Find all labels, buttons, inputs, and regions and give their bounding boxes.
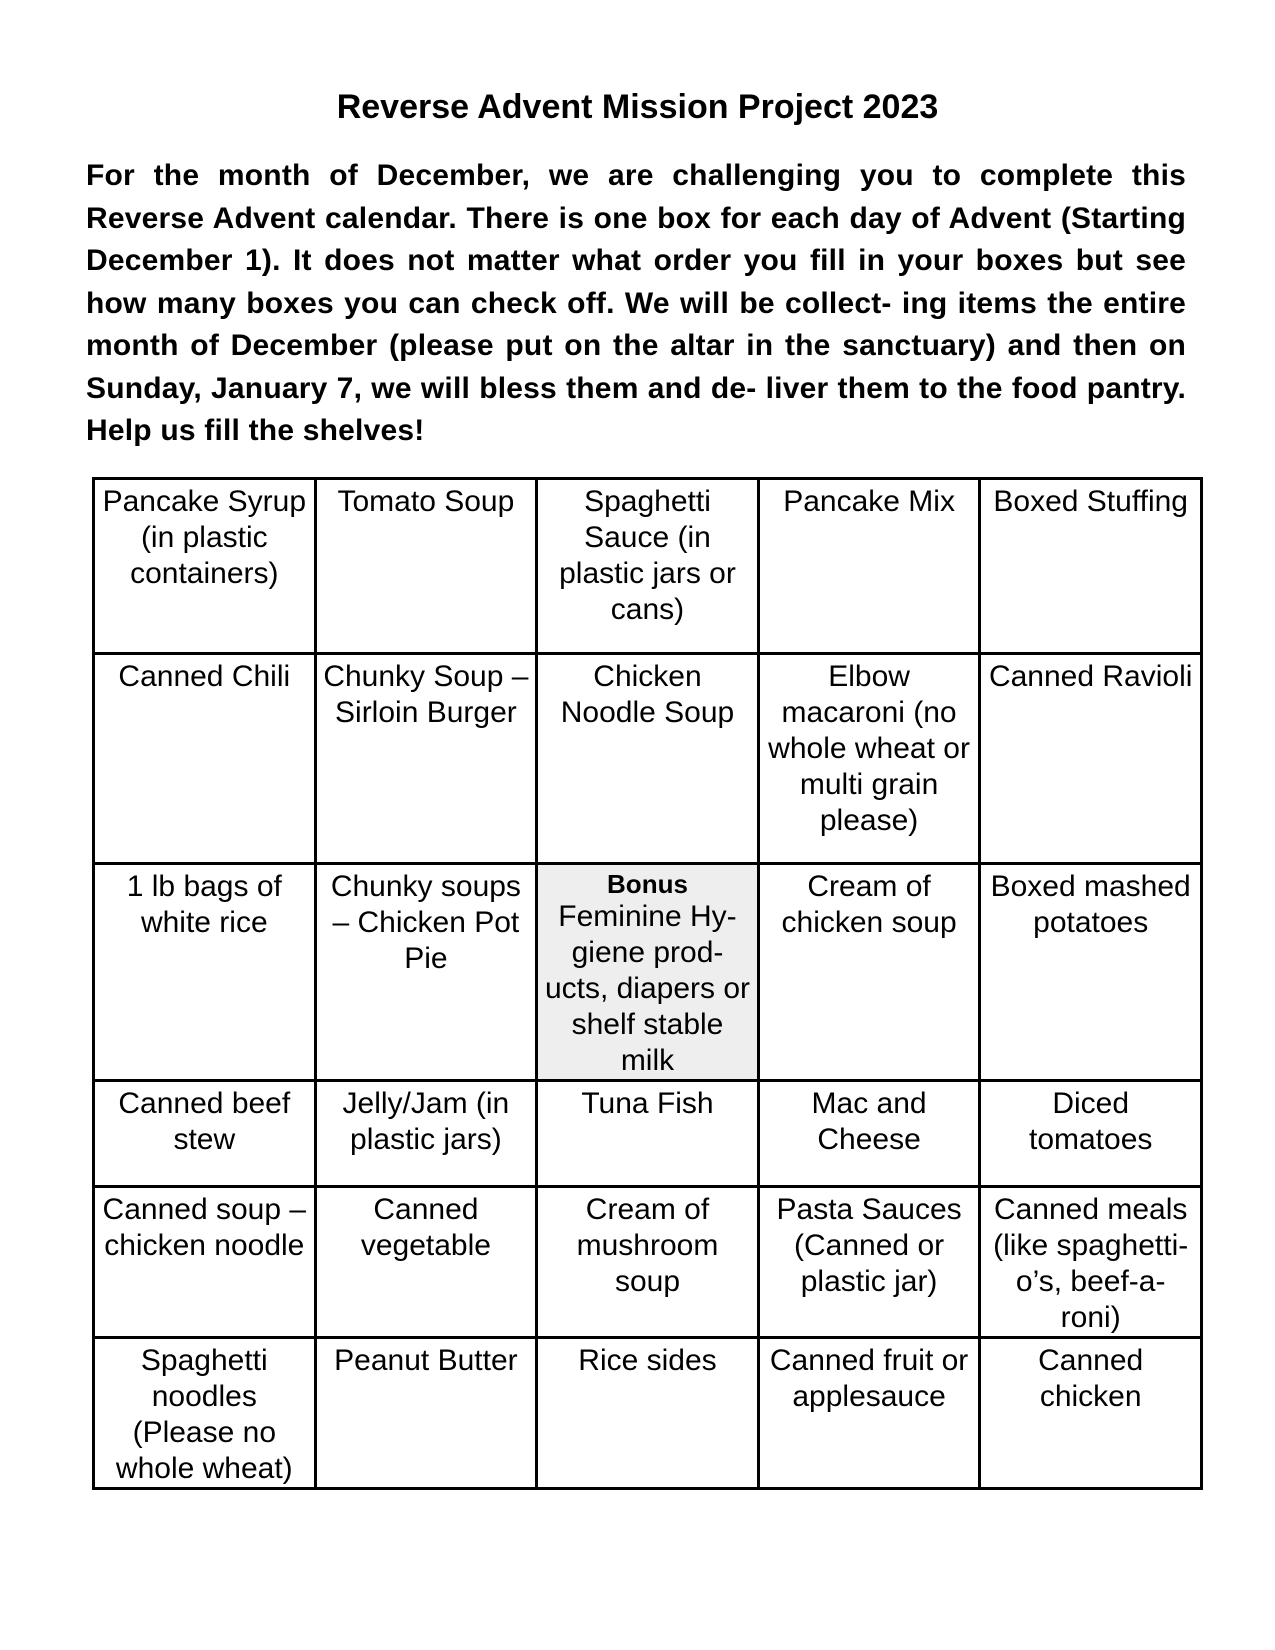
bonus-label: Bonus [607,869,688,899]
calendar-row-3 [94,864,1202,1081]
calendar-box: Pancake Syrup (in plastic containers) [94,479,316,654]
calendar-box: Canned beef stew [94,1081,316,1187]
calendar-box: Pancake Mix [758,479,980,654]
calendar-box: Cream of mushroom soup [537,1187,759,1338]
calendar-box: Boxed Stuffing [980,479,1202,654]
calendar-box: Canned Chili [94,654,316,864]
intro-paragraph: For the month of December, we are challenging you to complete this Reverse Advent calendar. There is one box for each day of Advent (Starting December 1). It does not matter what order you fill in your boxes but see how many boxes you can check off. We will be collect- ing items the entire month of December (please put on the altar in the sanctuary) and then on Sunday, January 7, we will bless them and de- liver them to the food pantry. Help us fill the shelves! [86,159,1186,447]
calendar-box: Chicken Noodle Soup [537,654,759,864]
calendar-row-1 [94,479,1202,654]
calendar-box: Peanut Butter [315,1338,537,1489]
bonus-text: Feminine Hy- giene prod- ucts, diapers or shelf stable milk [544,900,751,1077]
calendar-box: 1 lb bags of white rice [94,864,316,1081]
advent-calendar-grid [92,477,1203,1490]
calendar-box: Pasta Sauces (Canned or plastic jar) [758,1187,980,1338]
calendar-box: Chunky Soup – Sirloin Burger [315,654,537,864]
calendar-row-4 [94,1081,1202,1187]
calendar-box: Spaghetti Sauce (in plastic jars or cans) [537,479,759,654]
calendar-box: Elbow macaroni (no whole wheat or multi grain please) [758,654,980,864]
calendar-box: Canned Ravioli [980,654,1202,864]
calendar-row-5 [94,1187,1202,1338]
page-title: Reverse Advent Mission Project 2023 [336,88,939,126]
calendar-box: Spaghetti noodles (Please no whole wheat) [94,1338,316,1489]
calendar-box: Tuna Fish [537,1081,759,1187]
calendar-row-2 [94,654,1202,864]
calendar-box: Canned meals (like spaghetti-o’s, beef-a-roni) [980,1187,1202,1338]
calendar-box: Rice sides [537,1338,759,1489]
calendar-box: Canned chicken [980,1338,1202,1489]
calendar-box: Mac and Cheese [758,1081,980,1187]
bonus-box [537,864,759,1081]
calendar-box: Canned vegetable [315,1187,537,1338]
calendar-box: Diced tomatoes [980,1081,1202,1187]
calendar-box: Boxed mashed potatoes [980,864,1202,1081]
calendar-box: Cream of chicken soup [758,864,980,1081]
calendar-box: Canned fruit or applesauce [758,1338,980,1489]
calendar-box: Canned soup – chicken noodle [94,1187,316,1338]
calendar-row-6 [94,1338,1202,1489]
calendar-box: Chunky soups – Chicken Pot Pie [315,864,537,1081]
calendar-box: Tomato Soup [315,479,537,654]
calendar-box: Jelly/Jam (in plastic jars) [315,1081,537,1187]
